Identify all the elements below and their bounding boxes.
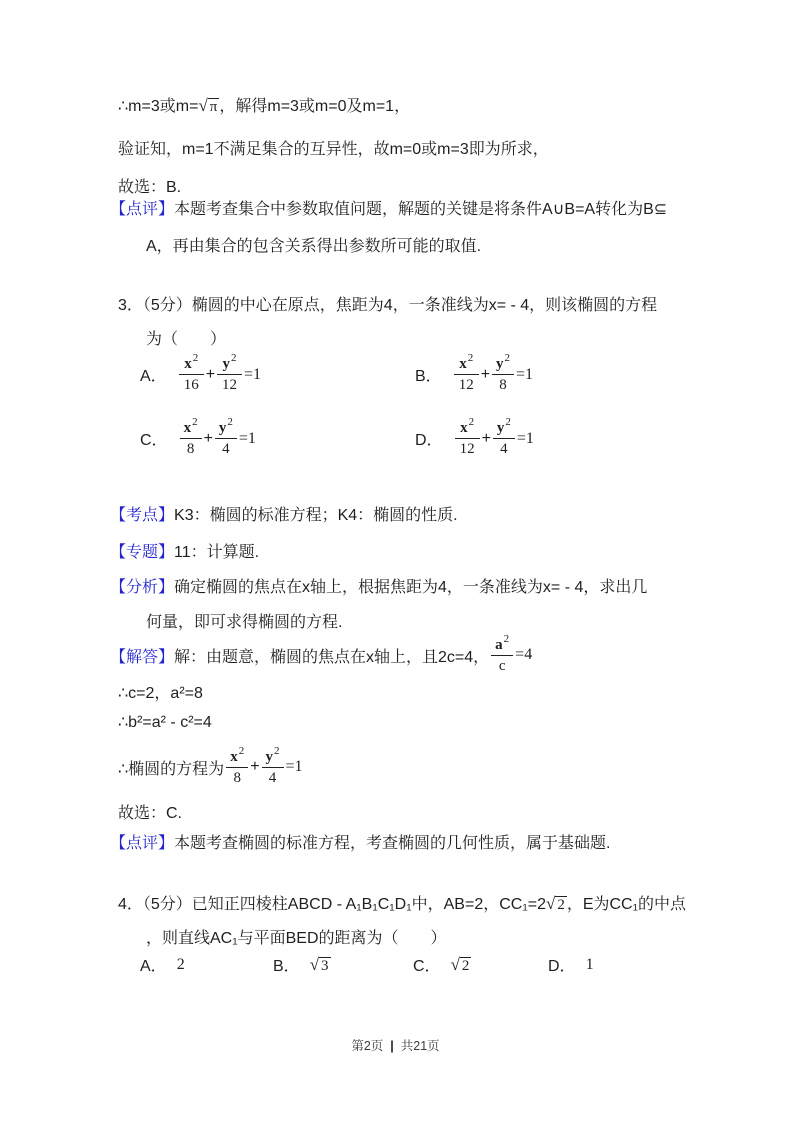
- q3-fenxi-line1: [110, 577, 647, 599]
- sqrt-two: √ 2: [545, 894, 565, 913]
- fraction: $\frac{x^2}{12}$: [455, 420, 480, 457]
- fraction: $\frac{y^2}{8}$: [492, 356, 514, 393]
- option-label: B．: [415, 368, 442, 385]
- review-tag: 【点评】: [110, 201, 175, 218]
- sqrt-two: √ 2: [450, 954, 470, 974]
- zhuanti-tag: 【专题】: [110, 544, 175, 561]
- q4-stem-prefix: 4．（5分）已知正四棱柱ABCD - A₁B₁C₁D₁中，AB=2，CC₁=2: [118, 896, 546, 913]
- equals-one: =1: [516, 365, 534, 383]
- q3-review: [110, 833, 610, 855]
- q3-zhuanti: [110, 542, 259, 564]
- footer-page-total: 共21页: [400, 1039, 440, 1053]
- radical-sign-icon: √: [198, 96, 208, 115]
- radical-sign-icon: √: [309, 954, 320, 974]
- option-label: B．: [273, 958, 300, 975]
- q2-line1-suffix: ，解得m=3或m=0及m=1，: [219, 98, 411, 115]
- fraction: $\frac{x^2}{12}$: [454, 356, 479, 393]
- option-value: 1: [585, 955, 594, 973]
- q3-step1: ∴c=2，a²=8: [118, 685, 203, 702]
- option-label: A．: [140, 958, 167, 975]
- jieda-text: 解：由题意，椭圆的焦点在x轴上，且2c=4，: [174, 648, 490, 666]
- q3-fenxi-line2: 何量，即可求得椭圆的方程.: [146, 614, 343, 631]
- q2-review-text1: 本题考查集合中参数取值问题，解题的关键是将条件A∪B=A转化为B⊆: [174, 201, 668, 218]
- zhuanti-text: 11：计算题.: [174, 544, 260, 561]
- q3-option-c: [140, 416, 256, 457]
- option-value: 2: [176, 955, 185, 973]
- footer-page-number: 第2页: [351, 1039, 384, 1053]
- q3-option-d: [415, 416, 534, 457]
- q4-option-d: [548, 953, 594, 976]
- q2-solution-line2: 验证知，m=1不满足集合的互异性，故m=0或m=3即为所求，: [118, 141, 549, 158]
- step3-text: ∴椭圆的方程为: [118, 760, 225, 778]
- q4-option-c: [413, 953, 471, 976]
- plus-sign: +: [205, 365, 216, 383]
- plus-sign: +: [480, 365, 491, 383]
- q3-stem-line2: 为（ ）: [146, 331, 227, 348]
- equals-four: =4: [515, 646, 533, 663]
- kaodian-text: K3：椭圆的标准方程；K4：椭圆的性质.: [174, 507, 458, 524]
- q2-line1-prefix: ∴m=3或m=: [118, 98, 199, 115]
- sqrt-three: √ 3: [309, 954, 329, 974]
- radical-sign-icon: √: [545, 894, 556, 913]
- q3-review-text: 本题考查椭圆的标准方程，考查椭圆的几何性质，属于基础题.: [174, 835, 611, 852]
- option-label: C．: [140, 432, 168, 449]
- sqrt-pi: √ π: [198, 96, 218, 115]
- plus-sign: +: [481, 429, 491, 447]
- option-label: A．: [140, 368, 167, 385]
- option-label: D．: [548, 958, 576, 975]
- fenxi-tag: 【分析】: [110, 579, 175, 596]
- fraction: $\frac{y^2}{12}$: [217, 356, 242, 393]
- fraction: $\frac{x^2}{8}$: [226, 749, 248, 786]
- footer-separator: |: [390, 1039, 394, 1053]
- fraction: $\frac{x^2}{8}$: [180, 420, 202, 457]
- q3-answer: 故选：C.: [118, 805, 183, 822]
- q3-option-b: [415, 352, 534, 393]
- plus-sign: +: [203, 429, 213, 447]
- q4-stem-suffix: ，E为CC₁的中点: [566, 896, 687, 913]
- page-footer: [0, 1036, 791, 1054]
- radical-sign-icon: √: [450, 954, 460, 974]
- fraction: $\frac{y^2}{4}$: [262, 749, 284, 786]
- review-tag: 【点评】: [110, 835, 175, 852]
- q2-answer: 故选：B.: [118, 179, 182, 196]
- q3-step2: ∴b²=a² - c²=4: [118, 714, 212, 731]
- q3-option-a: [140, 352, 262, 393]
- q4-option-b: [273, 953, 331, 976]
- q3-stem-line1: 3．（5分）椭圆的中心在原点，焦距为4，一条准线为x= - 4，则该椭圆的方程: [118, 297, 658, 314]
- option-label: C．: [413, 958, 441, 975]
- equals-one: =1: [244, 365, 262, 383]
- q2-review-line1: [110, 199, 667, 221]
- q4-stem-line2: ，则直线AC₁与平面BED的距离为（ ）: [146, 930, 447, 947]
- equals-one: =1: [285, 758, 303, 775]
- fraction: $\frac{a^2}{c}$: [491, 637, 513, 674]
- equals-one: =1: [516, 429, 534, 447]
- equals-one: =1: [238, 429, 256, 447]
- q4-option-a: [140, 953, 185, 976]
- fraction: $\frac{y^2}{4}$: [493, 420, 515, 457]
- q3-step3: [118, 743, 303, 791]
- q2-solution-line1: [118, 95, 410, 118]
- plus-sign: +: [250, 758, 260, 775]
- fraction: $\frac{y^2}{4}$: [215, 420, 237, 457]
- q2-review-line2: A，再由集合的包含关系得出参数所可能的取值.: [146, 238, 482, 255]
- fraction: $\frac{x^2}{16}$: [179, 356, 204, 393]
- fenxi-text1: 确定椭圆的焦点在x轴上，根据焦距为4，一条准线为x= - 4，求出几: [174, 579, 648, 596]
- jieda-tag: 【解答】: [110, 648, 175, 666]
- q3-jieda: [110, 632, 532, 678]
- kaodian-tag: 【考点】: [110, 507, 175, 524]
- option-label: D．: [415, 432, 443, 449]
- q3-kaodian: [110, 505, 458, 527]
- q4-stem-line1: [118, 893, 686, 916]
